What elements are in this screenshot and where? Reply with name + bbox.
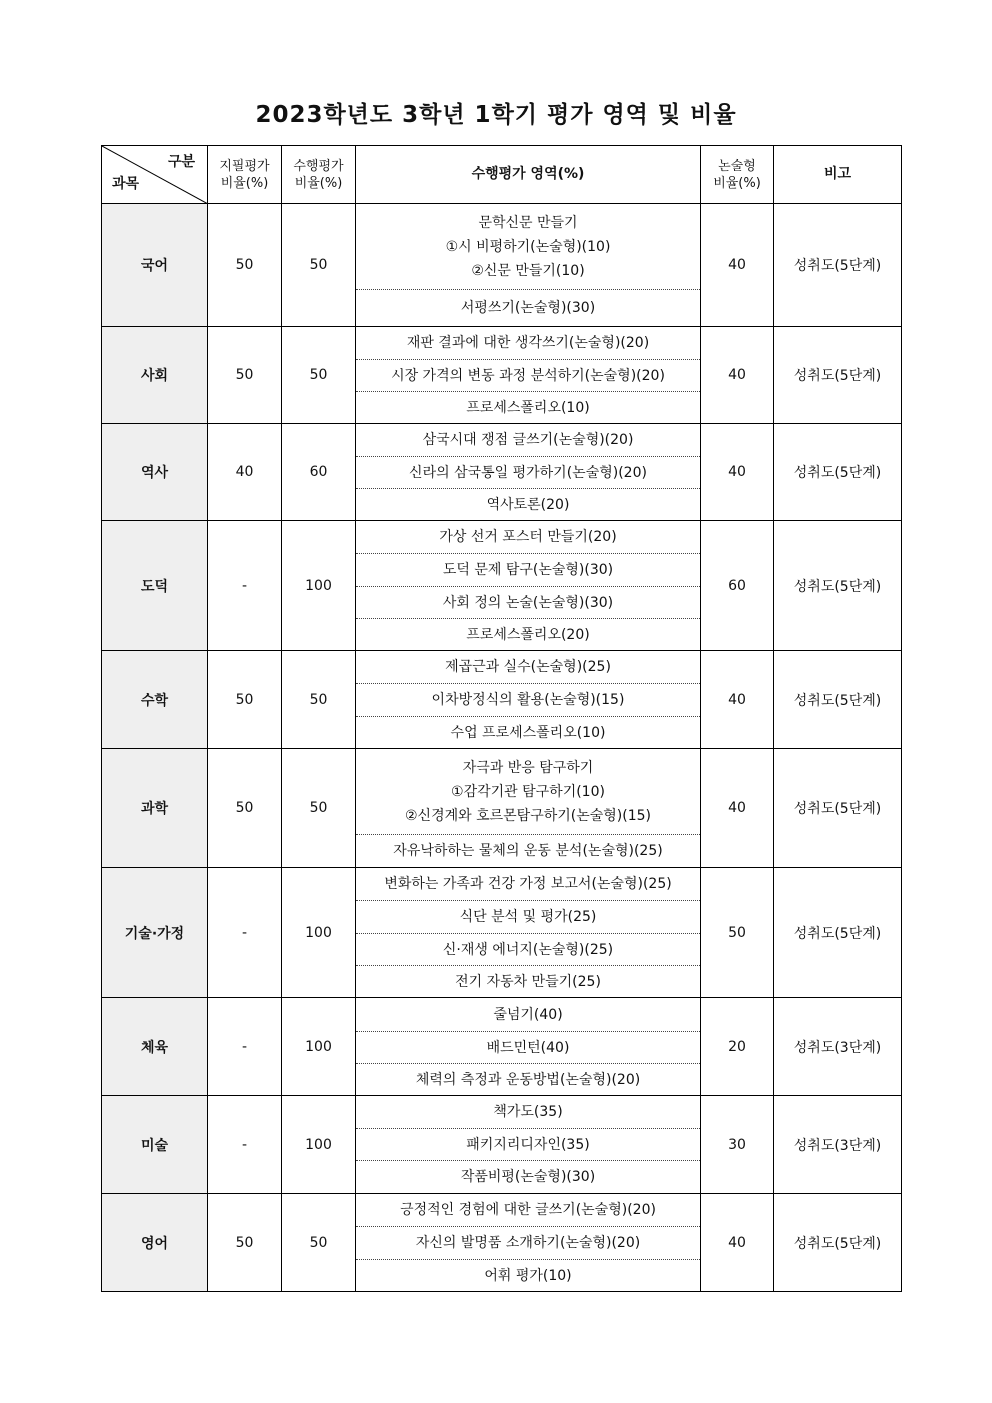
activity-line: 어휘 평가(10) <box>484 1267 572 1284</box>
activity-line: 체력의 측정과 운동방법(논술형)(20) <box>415 1071 641 1088</box>
note: 성취도(5단계) <box>774 868 902 998</box>
activity-line: 프로세스폴리오(10) <box>466 399 590 416</box>
essay-ratio: 30 <box>701 1096 774 1194</box>
table-row <box>102 204 902 290</box>
performance-activity <box>356 619 701 651</box>
written-ratio: - <box>208 1096 282 1194</box>
written-ratio: 40 <box>208 424 282 521</box>
subject-name: 도덕 <box>102 521 208 651</box>
activity-line: 프로세스폴리오(20) <box>466 626 590 643</box>
activity-line: 전기 자동차 만들기(25) <box>455 973 601 990</box>
performance-activity <box>356 1260 701 1292</box>
subject-name: 미술 <box>102 1096 208 1194</box>
subject-name: 역사 <box>102 424 208 521</box>
note: 성취도(5단계) <box>774 424 902 521</box>
activity-line: 제곱근과 실수(논술형)(25) <box>445 659 611 675</box>
performance-activity <box>356 521 701 554</box>
performance-activity <box>356 998 701 1032</box>
written-ratio: 50 <box>208 749 282 868</box>
written-ratio: - <box>208 868 282 998</box>
activity-line: 식단 분석 및 평가(25) <box>459 909 597 925</box>
essay-ratio: 60 <box>701 521 774 651</box>
essay-ratio: 40 <box>701 1194 774 1292</box>
table-row <box>102 998 902 1032</box>
activity-line: 변화하는 가족과 건강 가정 보고서(논술형)(25) <box>384 876 672 892</box>
performance-activity <box>356 1161 701 1194</box>
performance-activity <box>356 684 701 717</box>
subject-name: 영어 <box>102 1194 208 1292</box>
written-ratio: 50 <box>208 651 282 749</box>
essay-ratio: 40 <box>701 327 774 424</box>
activity-line: 자극과 반응 탐구하기 <box>462 759 594 776</box>
activity-line: 긍정적인 경험에 대한 글쓰기(논술형)(20) <box>400 1202 656 1218</box>
table-row <box>102 1194 902 1227</box>
performance-activity <box>356 966 701 998</box>
header-subject-label: 과목 <box>112 176 140 192</box>
table-body <box>102 204 902 1292</box>
performance-activity <box>356 901 701 934</box>
header-written-ratio-line2: 비율(%) <box>220 175 269 191</box>
header-essay-ratio <box>701 146 774 204</box>
essay-ratio: 40 <box>701 204 774 327</box>
table-header-row <box>102 146 902 204</box>
performance-activity <box>356 204 701 290</box>
performance-activity <box>356 360 701 392</box>
header-corner-cell <box>102 146 208 204</box>
activity-line: ①시 비평하기(논술형)(10) <box>445 238 611 255</box>
note: 성취도(5단계) <box>774 1194 902 1292</box>
performance-activity <box>356 489 701 521</box>
page-title: 2023학년도 3학년 1학기 평가 영역 및 비율 <box>255 102 737 128</box>
performance-activity <box>356 1064 701 1096</box>
activity-line: 신라의 삼국통일 평가하기(논술형)(20) <box>409 464 647 481</box>
table-row <box>102 521 902 554</box>
performance-ratio: 100 <box>282 868 356 998</box>
performance-activity <box>356 587 701 619</box>
note: 성취도(5단계) <box>774 327 902 424</box>
performance-activity <box>356 749 701 835</box>
performance-activity <box>356 1129 701 1161</box>
note: 성취도(5단계) <box>774 521 902 651</box>
activity-line: 자유낙하하는 물체의 운동 분석(논술형)(25) <box>393 843 663 859</box>
performance-ratio: 50 <box>282 651 356 749</box>
header-written-ratio-line1: 지필평가 <box>219 158 270 174</box>
performance-ratio: 50 <box>282 1194 356 1292</box>
activity-line: 책가도(35) <box>493 1104 563 1120</box>
header-essay-ratio-line2: 비율(%) <box>713 175 761 191</box>
activity-line: 패키지리디자인(35) <box>466 1136 590 1153</box>
written-ratio: - <box>208 521 282 651</box>
essay-ratio: 40 <box>701 651 774 749</box>
subject-name: 과학 <box>102 749 208 868</box>
performance-activity <box>356 392 701 424</box>
note: 성취도(3단계) <box>774 998 902 1096</box>
header-performance-area: 수행평가 영역(%) <box>356 146 701 204</box>
performance-ratio: 60 <box>282 424 356 521</box>
performance-activity <box>356 290 701 327</box>
activity-line: ①감각기관 탐구하기(10) <box>451 783 605 800</box>
activity-line: 도덕 문제 탐구(논술형)(30) <box>442 562 614 578</box>
table-row <box>102 1096 902 1129</box>
performance-activity <box>356 868 701 901</box>
performance-activity <box>356 651 701 684</box>
header-performance-ratio-line2: 비율(%) <box>294 175 343 191</box>
performance-activity <box>356 1032 701 1064</box>
activity-line: 신·재생 에너지(논술형)(25) <box>442 941 614 958</box>
evaluation-table <box>101 145 902 1292</box>
essay-ratio: 40 <box>701 424 774 521</box>
subject-name: 국어 <box>102 204 208 327</box>
header-note: 비고 <box>774 146 902 204</box>
written-ratio: 50 <box>208 1194 282 1292</box>
note: 성취도(5단계) <box>774 204 902 327</box>
subject-name: 수학 <box>102 651 208 749</box>
activity-line: 작품비평(논술형)(30) <box>460 1169 596 1185</box>
performance-ratio: 50 <box>282 749 356 868</box>
performance-ratio: 50 <box>282 327 356 424</box>
written-ratio: - <box>208 998 282 1096</box>
activity-line: 재판 결과에 대한 생각쓰기(논술형)(20) <box>406 335 650 351</box>
subject-name: 기술·가정 <box>102 868 208 998</box>
activity-line: 이차방정식의 활용(논술형)(15) <box>431 692 625 708</box>
performance-ratio: 100 <box>282 521 356 651</box>
performance-activity <box>356 457 701 489</box>
activity-line: ②신문 만들기(10) <box>471 262 585 279</box>
written-ratio: 50 <box>208 204 282 327</box>
activity-line: 서평쓰기(논술형)(30) <box>460 300 596 316</box>
note: 성취도(5단계) <box>774 749 902 868</box>
activity-line: 배드민턴(40) <box>486 1039 570 1056</box>
performance-activity <box>356 1096 701 1129</box>
performance-ratio: 50 <box>282 204 356 327</box>
written-ratio: 50 <box>208 327 282 424</box>
table-row <box>102 749 902 835</box>
performance-activity <box>356 554 701 587</box>
performance-ratio: 100 <box>282 998 356 1096</box>
activity-line: 사회 정의 논술(논술형)(30) <box>442 594 614 611</box>
activity-line: 문학신문 만들기 <box>478 214 578 231</box>
performance-activity <box>356 424 701 457</box>
note: 성취도(3단계) <box>774 1096 902 1194</box>
essay-ratio: 20 <box>701 998 774 1096</box>
performance-activity <box>356 934 701 966</box>
essay-ratio: 40 <box>701 749 774 868</box>
table-row <box>102 424 902 457</box>
activity-line: 삼국시대 쟁점 글쓰기(논술형)(20) <box>422 432 634 448</box>
header-category-label: 구분 <box>167 154 195 170</box>
header-written-ratio <box>208 146 282 204</box>
performance-activity <box>356 717 701 749</box>
activity-line: 시장 가격의 변동 과정 분석하기(논술형)(20) <box>391 367 665 384</box>
table-row <box>102 651 902 684</box>
performance-activity <box>356 835 701 868</box>
performance-activity <box>356 327 701 360</box>
table-row <box>102 868 902 901</box>
table-row <box>102 327 902 360</box>
header-performance-ratio <box>282 146 356 204</box>
activity-line: 가상 선거 포스터 만들기(20) <box>439 529 617 545</box>
header-performance-ratio-line1: 수행평가 <box>293 158 344 174</box>
essay-ratio: 50 <box>701 868 774 998</box>
activity-line: 줄넘기(40) <box>493 1006 563 1023</box>
performance-activity <box>356 1227 701 1260</box>
performance-activity <box>356 1194 701 1227</box>
subject-name: 체육 <box>102 998 208 1096</box>
note: 성취도(5단계) <box>774 651 902 749</box>
activity-line: 역사토론(20) <box>486 496 570 513</box>
activity-line: 자신의 발명품 소개하기(논술형)(20) <box>415 1235 641 1251</box>
header-essay-ratio-line1: 논술형 <box>718 158 756 174</box>
performance-ratio: 100 <box>282 1096 356 1194</box>
activity-line: 수업 프로세스폴리오(10) <box>450 724 606 741</box>
subject-name: 사회 <box>102 327 208 424</box>
activity-line: ②신경계와 호르몬탐구하기(논술형)(15) <box>405 807 651 824</box>
